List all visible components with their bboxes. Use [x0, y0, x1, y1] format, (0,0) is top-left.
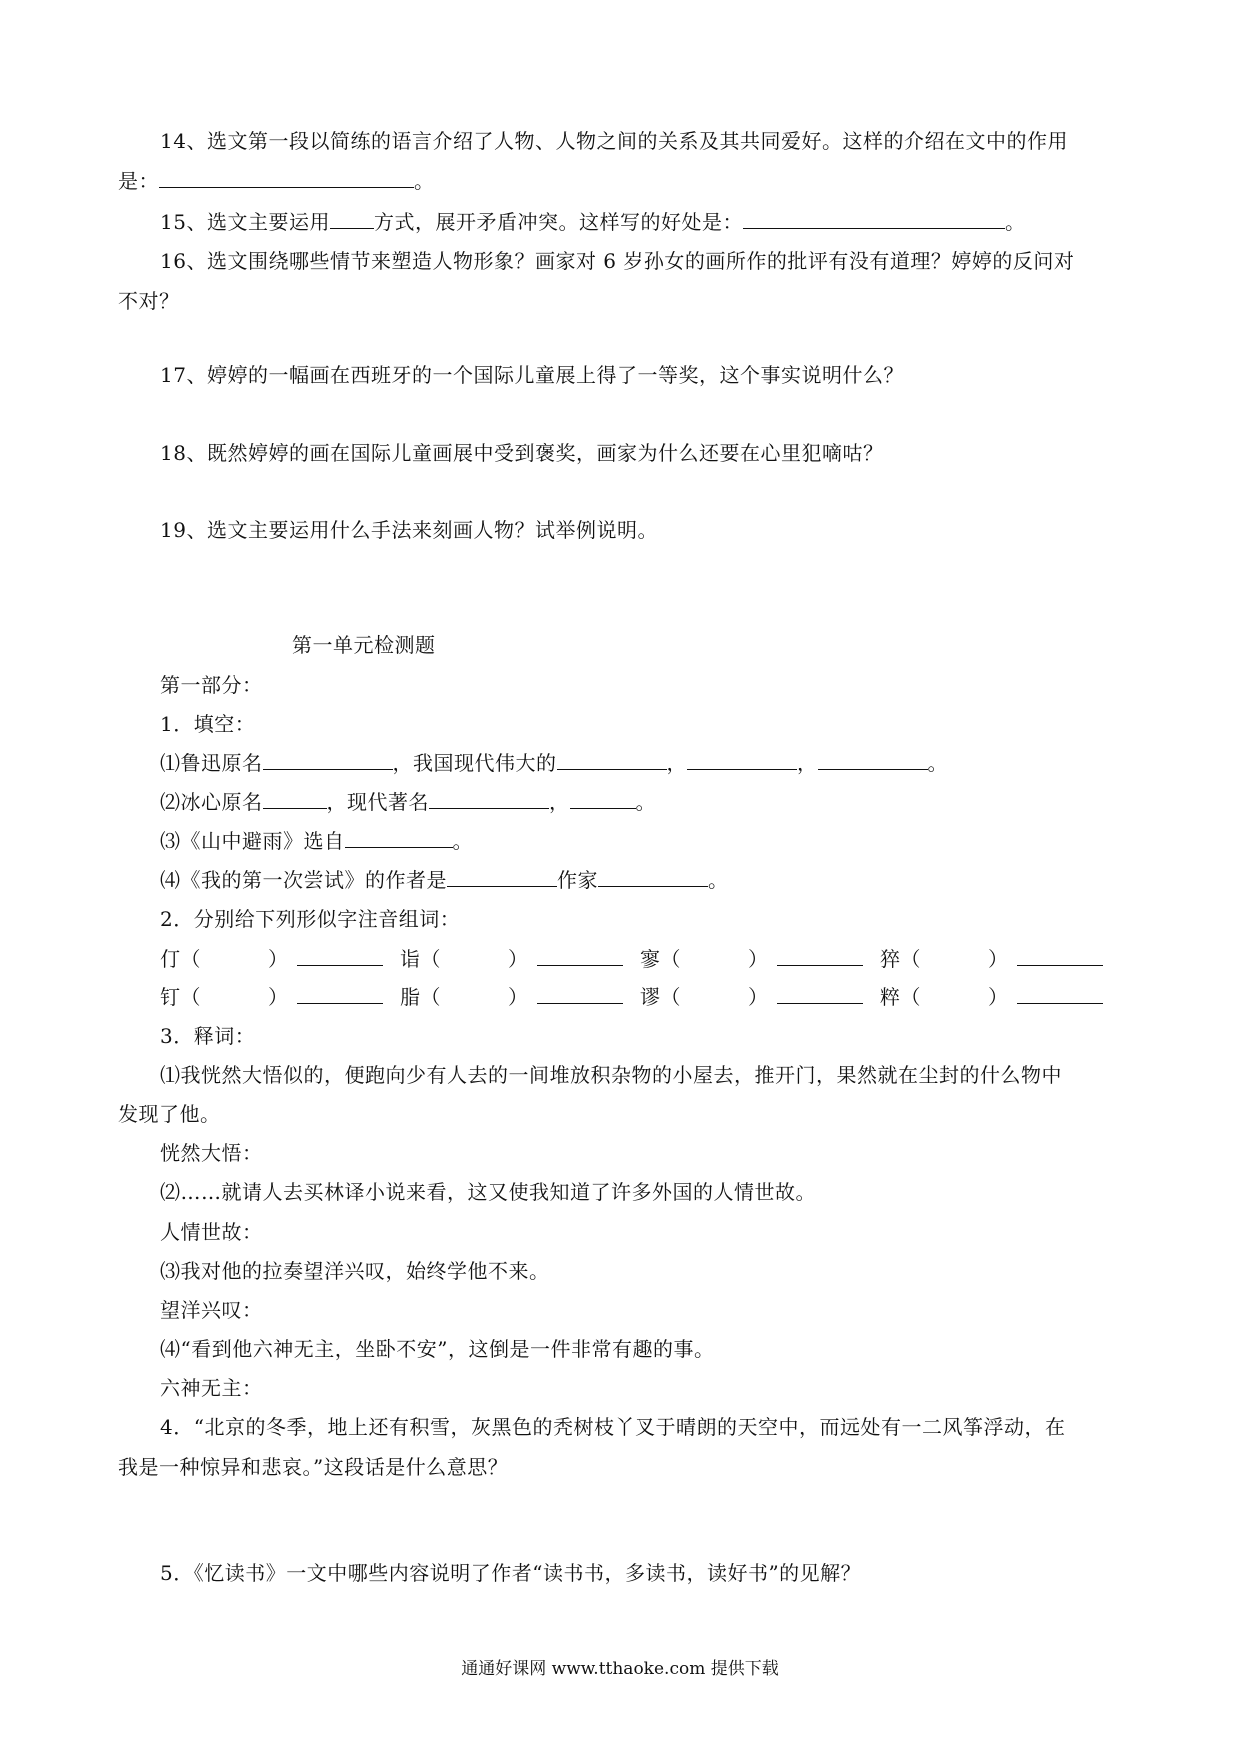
- q14-answer-blank[interactable]: [159, 167, 414, 188]
- define-s2: ⑵……就请人去买林译小说来看，这又使我知道了许多外国的人情世故。: [160, 1180, 816, 1204]
- part-label: 第一部分：: [160, 673, 263, 697]
- fill-3-text-a: ⑶《山中避雨》选自: [160, 829, 345, 853]
- fill-4-text-b: 作家: [557, 868, 598, 892]
- fill-4-blank-b[interactable]: [598, 866, 708, 887]
- pinyin-row-2-a-close: [268, 982, 383, 1012]
- pinyin-row-2-a: [160, 982, 201, 1012]
- pinyin-row-1-d-close: [988, 944, 1103, 974]
- q19: 19、选文主要运用什么手法来刻画人物？试举例说明。: [160, 518, 658, 542]
- pinyin-char: 谬（: [640, 985, 681, 1009]
- fill-1-text-c: ，: [666, 751, 687, 775]
- pinyin-blank[interactable]: [537, 945, 623, 966]
- fill-3-text-b: 。: [452, 829, 473, 853]
- fill-item-3: [160, 826, 473, 856]
- pinyin-char: 寥（: [640, 947, 681, 971]
- q14-suffix: 。: [414, 169, 435, 193]
- bracket-close: ）: [748, 985, 769, 1009]
- fill-2-blank-b[interactable]: [429, 788, 549, 809]
- pinyin-row-1-a: [160, 944, 201, 974]
- pinyin-row-1-b: [400, 944, 441, 974]
- pinyin-blank[interactable]: [777, 983, 863, 1004]
- q15-middle: 方式，展开矛盾冲突。这样写的好处是：: [373, 210, 743, 234]
- define-w2: 人情世故：: [160, 1220, 263, 1244]
- pinyin-char: 诣（: [400, 947, 441, 971]
- fill-1-blank-c[interactable]: [687, 749, 797, 770]
- define-s3: ⑶我对他的拉奏望洋兴叹，始终学他不来。: [160, 1259, 550, 1283]
- fill-1-text-b: ，我国现代伟大的: [392, 751, 557, 775]
- unit-title: 第一单元检测题: [292, 633, 436, 657]
- pinyin-row-2-b: [400, 982, 441, 1012]
- pinyin-char: 粹（: [880, 985, 921, 1009]
- pinyin-blank[interactable]: [1017, 983, 1103, 1004]
- q15-blank-benefit[interactable]: [743, 208, 1005, 229]
- pinyin-row-2-d-close: [988, 982, 1103, 1012]
- pinyin-row-2-d: [880, 982, 921, 1012]
- define-s1-line2: 发现了他。: [118, 1102, 221, 1126]
- pinyin-row-2-c: [640, 982, 681, 1012]
- fill-2-text-d: 。: [635, 790, 656, 814]
- fill-4-text-c: 。: [708, 868, 729, 892]
- define-heading: 3．释词：: [160, 1024, 256, 1048]
- pinyin-blank[interactable]: [297, 983, 383, 1004]
- fill-1-text-e: 。: [927, 751, 948, 775]
- pinyin-row-1-c: [640, 944, 681, 974]
- fill-4-blank-a[interactable]: [447, 866, 557, 887]
- pinyin-row-2-b-close: [508, 982, 623, 1012]
- fill-4-text-a: ⑷《我的第一次尝试》的作者是: [160, 868, 447, 892]
- q14-line2: [118, 166, 435, 196]
- fill-heading: 1．填空：: [160, 712, 256, 736]
- bracket-close: ）: [988, 947, 1009, 971]
- fill-2-blank-c[interactable]: [570, 788, 636, 809]
- fill-1-blank-a[interactable]: [263, 749, 393, 770]
- footer-credit: 通通好课网 www.tthaoke.com 提供下载: [461, 1659, 779, 1679]
- q16-line1: 16、选文围绕哪些情节来塑造人物形象？画家对 6 岁孙女的画所作的批评有没有道理？婷婷的反问对: [160, 249, 1075, 273]
- fill-1-blank-b[interactable]: [557, 749, 667, 770]
- pinyin-row-1-d: [880, 944, 921, 974]
- q15-blank-method[interactable]: [330, 208, 374, 229]
- pinyin-blank[interactable]: [297, 945, 383, 966]
- bracket-close: ）: [748, 947, 769, 971]
- q18: 18、既然婷婷的画在国际儿童画展中受到褒奖，画家为什么还要在心里犯嘀咕？: [160, 441, 884, 465]
- fill-item-2: [160, 787, 656, 817]
- q14-line1: 14、选文第一段以简练的语言介绍了人物、人物之间的关系及其共同爱好。这样的介绍在文中的作用: [160, 129, 1068, 153]
- q15-line: [160, 207, 1025, 237]
- pinyin-blank[interactable]: [537, 983, 623, 1004]
- q15-prefix: 15、选文主要运用: [160, 210, 330, 234]
- q14-prefix: 是：: [118, 169, 159, 193]
- fill-1-text-a: ⑴鲁迅原名: [160, 751, 263, 775]
- pinyin-row-1-c-close: [748, 944, 863, 974]
- pinyin-row-1-b-close: [508, 944, 623, 974]
- define-w1: 恍然大悟：: [160, 1141, 263, 1165]
- define-w3: 望洋兴叹：: [160, 1298, 263, 1322]
- fill-1-text-d: ，: [797, 751, 818, 775]
- fill-2-blank-a[interactable]: [263, 788, 327, 809]
- pinyin-char: 仃（: [160, 947, 201, 971]
- pinyin-heading: 2．分别给下列形似字注音组词：: [160, 907, 461, 931]
- bracket-close: ）: [988, 985, 1009, 1009]
- define-s4: ⑷“看到他六神无主，坐卧不安”，这倒是一件非常有趣的事。: [160, 1337, 715, 1361]
- q4-line1: 4．“北京的冬季，地上还有积雪，灰黑色的秃树枝丫叉于晴朗的天空中，而远处有一二风筝浮动，在: [160, 1415, 1066, 1439]
- q5: 5．《忆读书》一文中哪些内容说明了作者“读书书，多读书，读好书”的见解？: [160, 1561, 862, 1585]
- q15-suffix: 。: [1004, 210, 1026, 234]
- pinyin-char: 脂（: [400, 985, 441, 1009]
- q17: 17、婷婷的一幅画在西班牙的一个国际儿童展上得了一等奖，这个事实说明什么？: [160, 363, 904, 387]
- define-s1-line1: ⑴我恍然大悟似的，便跑向少有人去的一间堆放积杂物的小屋去，推开门，果然就在尘封的什么物中: [160, 1063, 1062, 1087]
- define-w4: 六神无主：: [160, 1376, 263, 1400]
- pinyin-row-1-a-close: [268, 944, 383, 974]
- pinyin-blank[interactable]: [1017, 945, 1103, 966]
- bracket-close: ）: [508, 947, 529, 971]
- pinyin-blank[interactable]: [777, 945, 863, 966]
- fill-3-blank[interactable]: [345, 827, 453, 848]
- bracket-close: ）: [508, 985, 529, 1009]
- pinyin-row-2-c-close: [748, 982, 863, 1012]
- bracket-close: ）: [268, 947, 289, 971]
- bracket-close: ）: [268, 985, 289, 1009]
- fill-2-text-c: ，: [549, 790, 570, 814]
- fill-1-blank-d[interactable]: [818, 749, 928, 770]
- fill-item-4: [160, 865, 729, 895]
- pinyin-char: 猝（: [880, 947, 921, 971]
- pinyin-char: 钉（: [160, 985, 201, 1009]
- q16-line2: 不对？: [118, 289, 180, 313]
- fill-2-text-a: ⑵冰心原名: [160, 790, 263, 814]
- q4-line2: 我是一种惊异和悲哀。”这段话是什么意思？: [118, 1455, 509, 1479]
- fill-2-text-b: ，现代著名: [326, 790, 429, 814]
- fill-item-1: [160, 748, 948, 778]
